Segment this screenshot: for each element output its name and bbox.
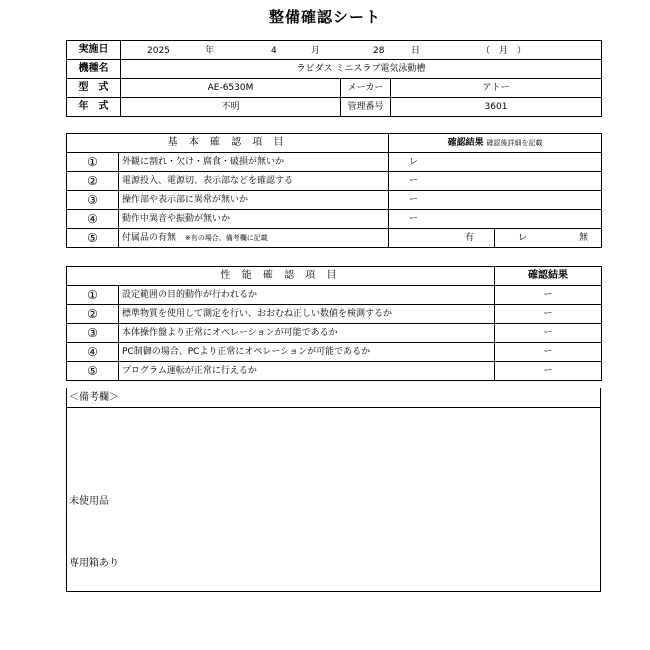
maker-label: メーカー xyxy=(341,79,391,98)
performance-result-header: 確認結果 xyxy=(495,267,602,286)
basic-row-item: 動作中異音や振動が無いか xyxy=(119,210,389,229)
performance-row-result: ー xyxy=(495,324,602,343)
date-label: 実施日 xyxy=(67,41,121,60)
performance-row-result: ー xyxy=(495,286,602,305)
accessory-check: レ xyxy=(518,233,528,243)
mgmt-label: 管理番号 xyxy=(341,98,391,117)
remarks-line-box: 専用箱あり xyxy=(69,558,119,569)
model-name-value: ラピダス ミニスラブ電気泳動槽 xyxy=(121,60,602,79)
info-table xyxy=(66,40,602,117)
performance-header: 性 能 確 認 項 目 xyxy=(67,267,495,286)
performance-row-result: ー xyxy=(495,343,602,362)
mgmt-value: 3601 xyxy=(391,98,602,117)
type-value: AE-6530M xyxy=(121,79,341,98)
type-label: 型 式 xyxy=(67,79,121,98)
basic-row-item: 電源投入、電源切、表示部などを確認する xyxy=(119,172,389,191)
accessory-item-label: 付属品の有無 xyxy=(122,233,177,243)
performance-row-item: 標準物質を使用して測定を行い、おおむね正しい数値を検測するか xyxy=(119,305,495,324)
performance-row-no: ⑤ xyxy=(67,362,119,381)
basic-row-no: ② xyxy=(67,172,119,191)
basic-check-table xyxy=(66,133,602,248)
performance-row-no: ① xyxy=(67,286,119,305)
performance-row-no: ③ xyxy=(67,324,119,343)
year-value: 不明 xyxy=(121,98,341,117)
date-month-unit: 月 xyxy=(311,46,321,56)
remarks-header: ＜備考欄＞ xyxy=(67,388,600,408)
date-weekday: （ 月 ） xyxy=(481,46,527,56)
basic-result-note: 確認後詳細を記載 xyxy=(486,139,543,147)
page-title: 整備確認シート xyxy=(268,8,381,26)
basic-row-no: ④ xyxy=(67,210,119,229)
basic-result-header xyxy=(389,134,602,153)
accessory-no: 無 xyxy=(579,233,589,243)
date-value xyxy=(121,41,602,60)
performance-row-item: プログラム運転が正常に行えるか xyxy=(119,362,495,381)
date-day-unit: 日 xyxy=(411,46,421,56)
maker-value: アトー xyxy=(391,79,602,98)
performance-row-item: 設定範囲の目的動作が行われるか xyxy=(119,286,495,305)
performance-row-no: ② xyxy=(67,305,119,324)
accessory-no-cell xyxy=(495,229,602,248)
performance-row-result: ー xyxy=(495,305,602,324)
remarks-box xyxy=(66,388,601,592)
performance-row-item: 本体操作盤より正常にオペレーションが可能であるか xyxy=(119,324,495,343)
basic-row-result: ー xyxy=(389,172,602,191)
basic-row-no: ③ xyxy=(67,191,119,210)
basic-row-result: ー xyxy=(389,191,602,210)
basic-result-header-label: 確認結果 xyxy=(447,138,484,148)
performance-check-table xyxy=(66,266,602,381)
basic-row-item: 操作部や表示部に異常が無いか xyxy=(119,191,389,210)
performance-row-result: ー xyxy=(495,362,602,381)
accessory-yes: 有 xyxy=(389,229,495,248)
date-day: 28 xyxy=(373,46,385,56)
basic-row-result: ー xyxy=(389,210,602,229)
basic-row-no: ① xyxy=(67,153,119,172)
basic-row-item: 外観に割れ・欠け・腐食・破損が無いか xyxy=(119,153,389,172)
accessory-note: ※有の場合、備考欄に記載 xyxy=(184,234,268,242)
basic-header: 基 本 確 認 項 目 xyxy=(67,134,389,153)
basic-row-no: ⑤ xyxy=(67,229,119,248)
basic-row-result: レ xyxy=(389,153,602,172)
date-year: 2025 xyxy=(147,46,170,56)
date-month: 4 xyxy=(271,46,277,56)
performance-row-item: PC制御の場合、PCより正常にオペレーションが可能であるか xyxy=(119,343,495,362)
performance-row-no: ④ xyxy=(67,343,119,362)
year-label: 年 式 xyxy=(67,98,121,117)
remarks-line-unused: 未使用品 xyxy=(69,496,109,507)
model-name-label: 機種名 xyxy=(67,60,121,79)
date-year-unit: 年 xyxy=(205,46,215,56)
basic-row-item xyxy=(119,229,389,248)
